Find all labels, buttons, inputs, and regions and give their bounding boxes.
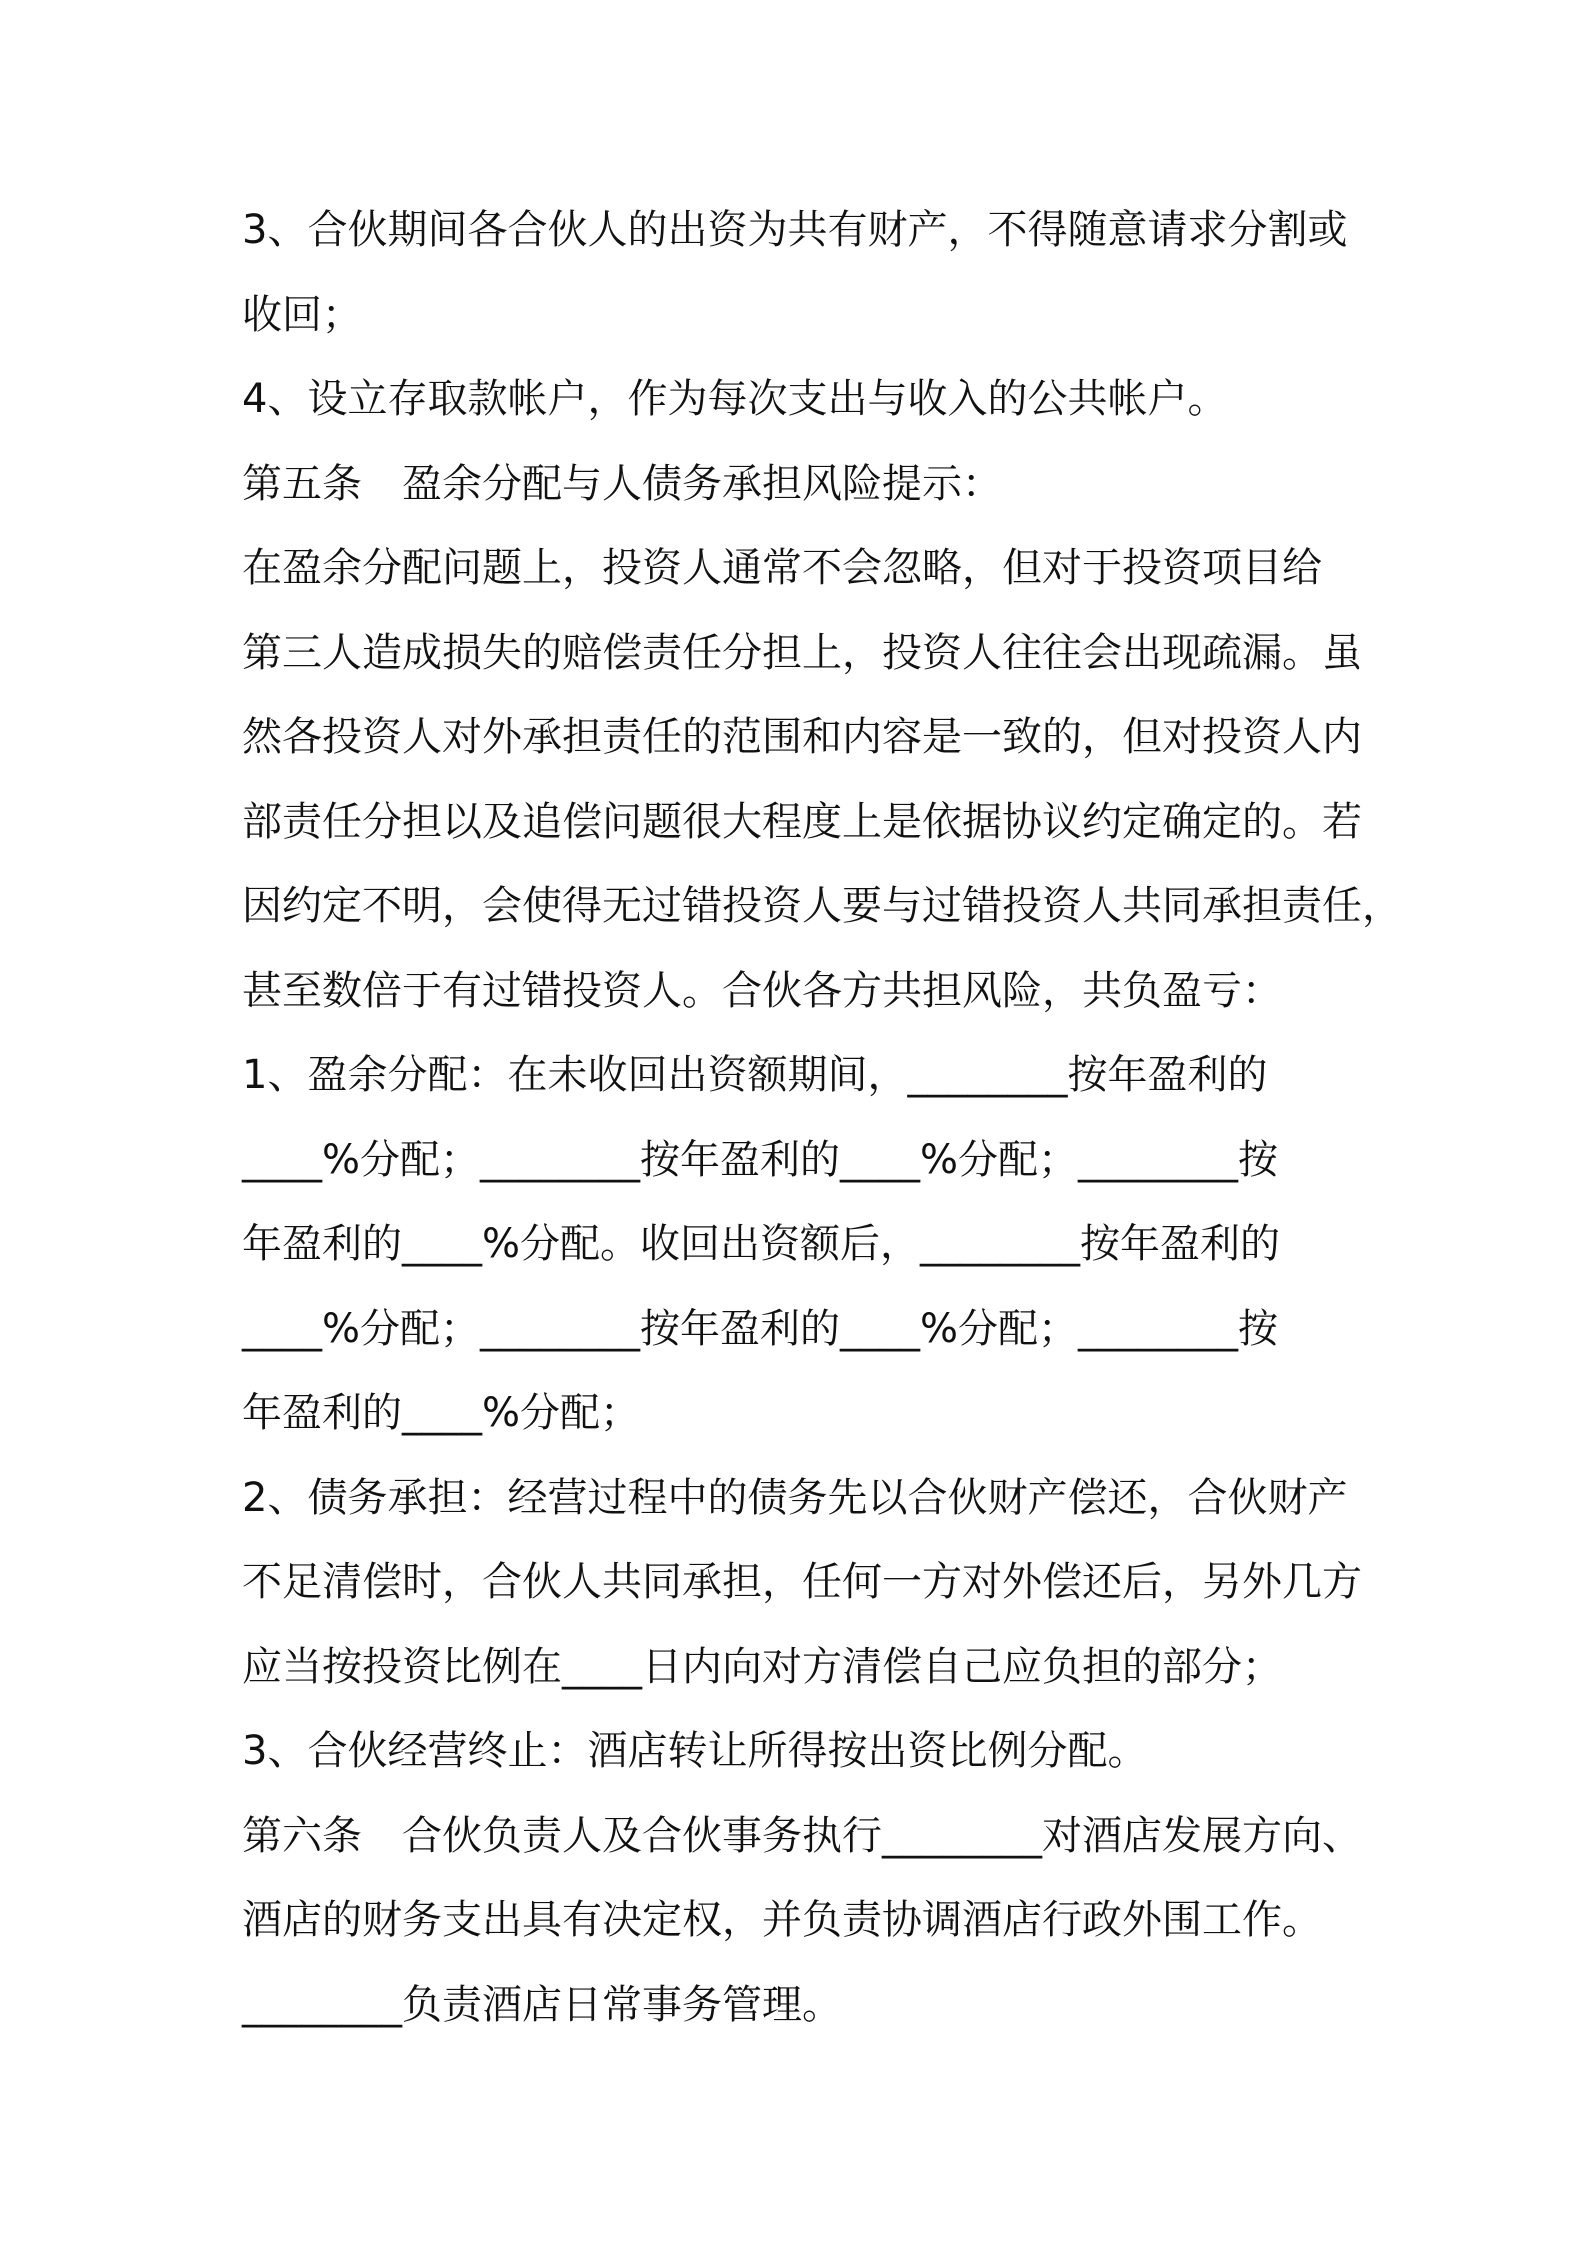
text-line: 年盈利的____%分配；: [242, 1390, 641, 1436]
document-body: [242, 195, 1402, 2054]
section-heading: 第六条 合伙负责人及合伙事务执行________对酒店发展方向、: [242, 1812, 1362, 1859]
text-line: ____%分配；________按年盈利的____%分配；________按: [242, 1305, 1279, 1352]
text-line: 收回；: [242, 291, 362, 338]
text-line: 1、盈余分配：在未收回出资额期间，________按年盈利的: [242, 1052, 1268, 1098]
text-line: 因约定不明，会使得无过错投资人要与过错投资人共同承担责任，: [242, 883, 1402, 929]
text-line: 3、合伙经营终止：酒店转让所得按出资比例分配。: [242, 1728, 1148, 1774]
text-line: 在盈余分配问题上，投资人通常不会忽略，但对于投资项目给: [242, 545, 1322, 591]
section-heading: 第五条 盈余分配与人债务承担风险提示：: [242, 460, 1002, 507]
text-line: 4、设立存取款帐户，作为每次支出与收入的公共帐户。: [242, 376, 1228, 422]
text-line: 甚至数倍于有过错投资人。合伙各方共担风险，共负盈亏：: [242, 967, 1282, 1014]
text-line: 第三人造成损失的赔偿责任分担上，投资人往往会出现疏漏。虽: [242, 629, 1362, 676]
text-line: ________负责酒店日常事务管理。: [242, 1981, 842, 2028]
text-line: ____%分配；________按年盈利的____%分配；________按: [242, 1136, 1279, 1183]
text-line: 3、合伙期间各合伙人的出资为共有财产，不得随意请求分割或: [242, 207, 1348, 253]
text-line: 然各投资人对外承担责任的范围和内容是一致的，但对投资人内: [242, 714, 1362, 760]
text-line: 酒店的财务支出具有决定权，并负责协调酒店行政外围工作。: [242, 1897, 1322, 1943]
text-line: 2、债务承担：经营过程中的债务先以合伙财产偿还，合伙财产: [242, 1474, 1348, 1521]
text-line: 应当按投资比例在____日内向对方清偿自己应负担的部分；: [242, 1643, 1282, 1690]
text-line: 不足清偿时，合伙人共同承担，任何一方对外偿还后，另外几方: [242, 1559, 1362, 1605]
text-line: 年盈利的____%分配。收回出资额后，________按年盈利的: [242, 1221, 1281, 1267]
text-line: 部责任分担以及追偿问题很大程度上是依据协议约定确定的。若: [242, 798, 1362, 845]
